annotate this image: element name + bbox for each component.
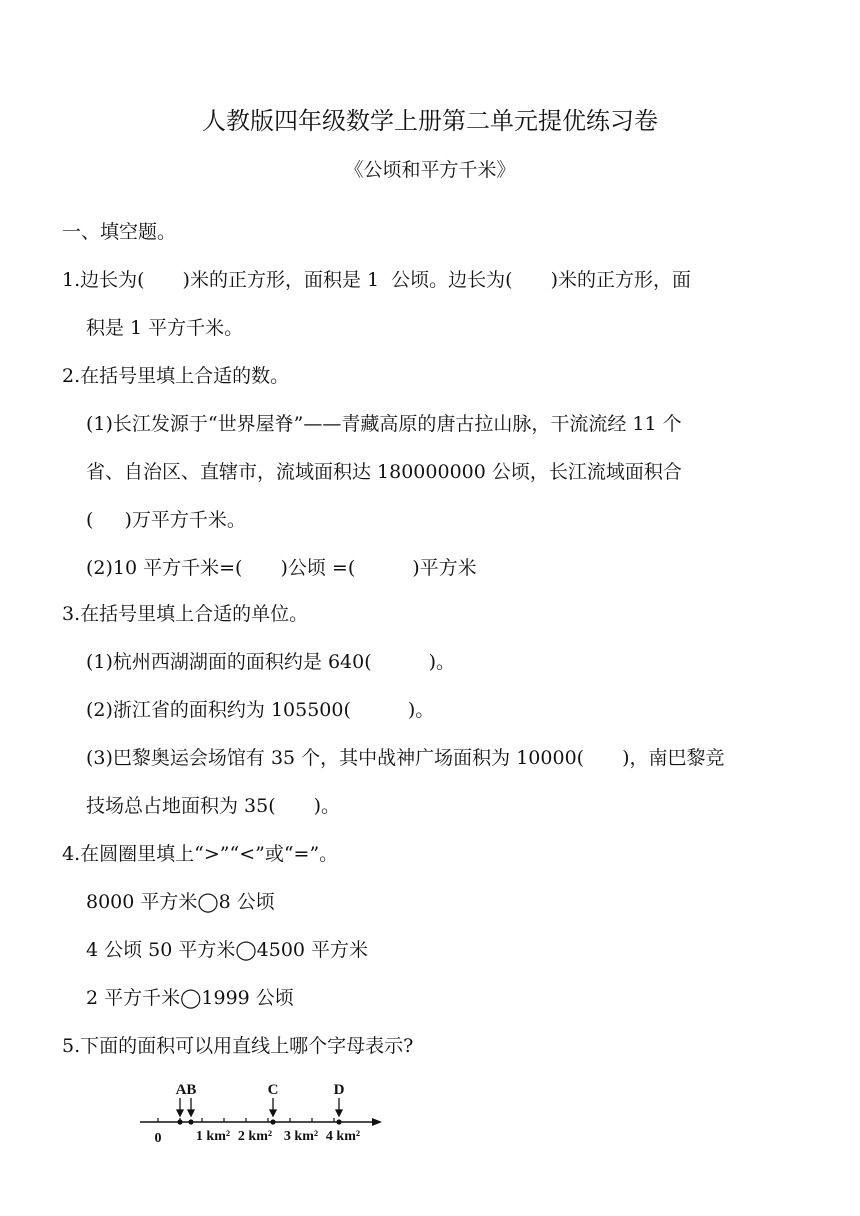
number-line-figure — [130, 1072, 390, 1152]
question-2-heading: 2.在括号里填上合适的数。 — [62, 365, 290, 387]
question-4-3: 2 平方千米◯1999 公顷 — [86, 987, 294, 1009]
tick-label-4km: 4 km² — [325, 1129, 361, 1144]
question-3-heading: 3.在括号里填上合适的单位。 — [62, 603, 309, 625]
question-2-2: (2)10 平方千米=( )公顷 =( )平方米 — [86, 557, 477, 579]
question-1-line-2: 积是 1 平方千米。 — [86, 317, 244, 339]
question-3-1: (1)杭州西湖湖面的面积约是 640( )。 — [86, 651, 456, 673]
question-3-2: (2)浙江省的面积约为 105500( )。 — [86, 699, 435, 721]
point-d — [336, 1119, 341, 1124]
point-b — [188, 1119, 193, 1124]
arrow-c-head-icon — [270, 1110, 276, 1116]
question-4-1: 8000 平方米◯8 公顷 — [86, 891, 275, 913]
question-4-2: 4 公顷 50 平方米◯4500 平方米 — [86, 939, 369, 961]
question-2-1-line-2: 省、自治区、直辖市，流域面积达 180000000 公顷，长江流域面积合 — [86, 461, 682, 483]
marker-label-d: D — [333, 1082, 345, 1098]
tick-label-3km: 3 km² — [283, 1129, 319, 1144]
section-heading: 一、填空题。 — [62, 221, 177, 243]
point-a — [177, 1119, 182, 1124]
page-subtitle: 《公顷和平方千米》 — [344, 159, 516, 181]
tick-label-1km: 1 km² — [195, 1129, 231, 1144]
point-c — [270, 1119, 275, 1124]
axis-arrowhead-icon — [372, 1118, 382, 1126]
arrow-d-head-icon — [336, 1110, 342, 1116]
arrow-b-head-icon — [188, 1110, 194, 1116]
question-3-3-line-2: 技场总占地面积为 35( )。 — [86, 795, 341, 817]
question-2-1-line-3: ( )万平方千米。 — [86, 509, 246, 531]
question-3-3-line-1: (3)巴黎奥运会场馆有 35 个，其中战神广场面积为 10000( )，南巴黎竞 — [86, 747, 725, 769]
marker-label-ab: AB — [175, 1082, 197, 1098]
question-5-heading: 5.下面的面积可以用直线上哪个字母表示? — [62, 1035, 414, 1057]
question-2-1-line-1: (1)长江发源于“世界屋脊”——青藏高原的唐古拉山脉，干流流经 11 个 — [86, 413, 682, 435]
question-1-line-1: 1.边长为( )米的正方形，面积是 1 公顷。边长为( )米的正方形，面 — [62, 269, 691, 291]
page-title: 人教版四年级数学上册第二单元提优练习卷 — [202, 107, 658, 135]
tick-label-2km: 2 km² — [237, 1129, 273, 1144]
question-4-heading: 4.在圆圈里填上“>”“<”或“=”。 — [62, 843, 339, 865]
marker-label-c: C — [267, 1082, 279, 1098]
tick-label-0: 0 — [154, 1131, 162, 1146]
arrow-a-head-icon — [177, 1110, 183, 1116]
